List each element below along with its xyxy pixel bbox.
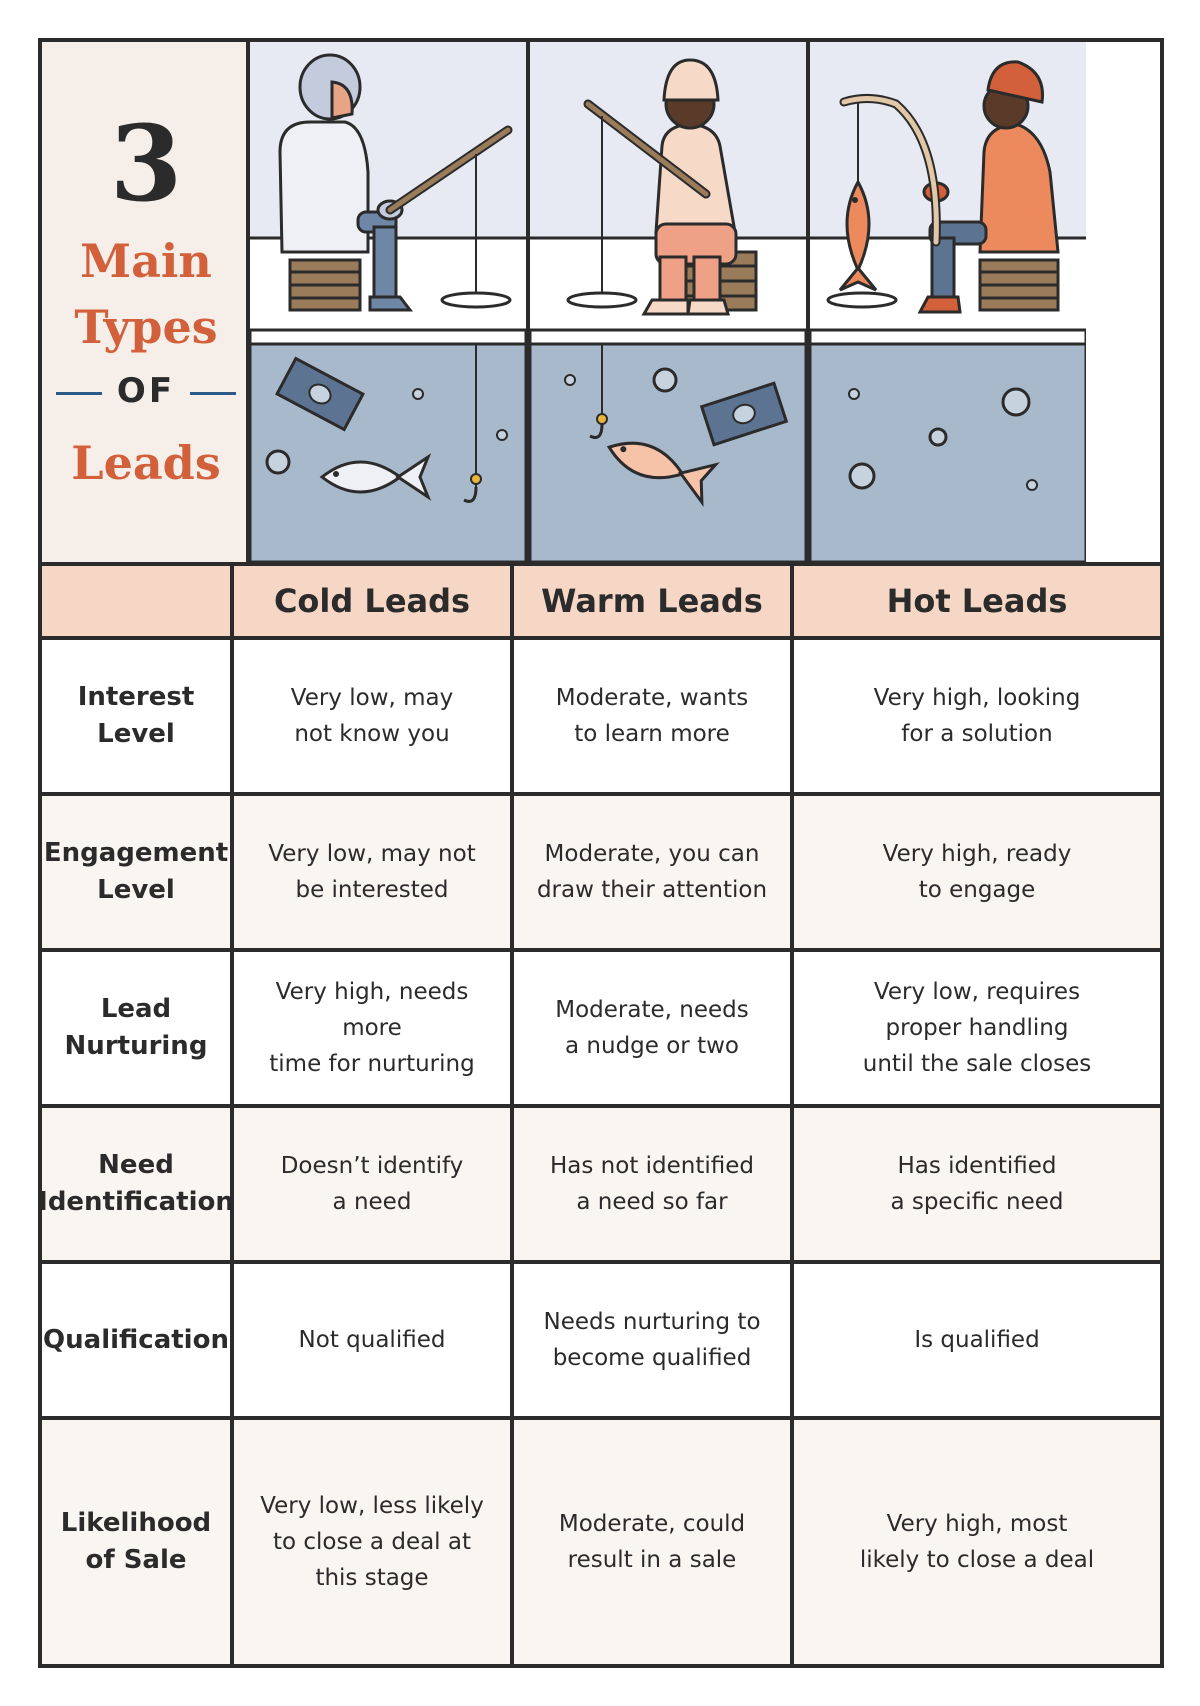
- title-number: 3: [109, 102, 183, 225]
- header-corner: [42, 566, 234, 636]
- cell-hot: Very low, requires proper handling until the sale closes: [862, 979, 1092, 1077]
- cell-cold: Doesn’t identify a need: [234, 1108, 514, 1260]
- bubble-icon: [565, 375, 575, 385]
- cell-warm: Needs nurturing to become qualified: [514, 1264, 794, 1416]
- illustration-hot: [810, 42, 1090, 562]
- cell-cold: Not qualified: [234, 1264, 514, 1416]
- row-label: Interest Level: [42, 640, 234, 792]
- bubble-icon: [849, 389, 859, 399]
- table-row: [42, 640, 1160, 796]
- table-row: [42, 1420, 1160, 1664]
- title-leads: Leads: [71, 436, 221, 490]
- table-row: [42, 1264, 1160, 1420]
- bubble-icon: [1003, 389, 1029, 415]
- cell-hot: Is qualified: [914, 1327, 1040, 1353]
- cell-warm: Moderate, wants to learn more: [514, 640, 794, 792]
- header-cold-leads: Cold Leads: [234, 566, 514, 636]
- illustration-warm: [530, 42, 810, 562]
- cell-hot: Very high, ready to engage: [882, 841, 1072, 903]
- cell-warm: Moderate, you can draw their attention: [514, 796, 794, 948]
- row-label: Lead Nurturing: [42, 952, 234, 1104]
- table-row: [38, 1108, 1160, 1264]
- table-row: [42, 952, 1160, 1108]
- bubble-icon: [497, 430, 507, 440]
- header-warm-leads: Warm Leads: [514, 566, 794, 636]
- leads-comparison-card: [38, 38, 1164, 1668]
- wooden-crate-icon: [980, 260, 1058, 310]
- title-of: OF: [116, 371, 176, 411]
- cell-warm: Moderate, needs a nudge or two: [514, 952, 794, 1104]
- title-rule-right: [190, 392, 236, 395]
- cell-cold: Very low, may not know you: [234, 640, 514, 792]
- bubble-icon: [930, 429, 946, 445]
- illustration-cold: [250, 42, 530, 562]
- row-label: Likelihood of Sale: [42, 1420, 234, 1664]
- cell-hot: Very high, looking for a solution: [873, 685, 1081, 747]
- row-label: Engagement Level: [42, 796, 234, 948]
- row-label: Need Identification: [42, 1108, 234, 1260]
- cell-warm: Has not identified a need so far: [514, 1108, 794, 1260]
- cell-cold: Very high, needs more time for nurturing: [234, 952, 514, 1104]
- cell-hot: Has identified a specific need: [890, 1153, 1064, 1215]
- title-panel: [42, 42, 250, 566]
- cell-warm: Moderate, could result in a sale: [514, 1420, 794, 1664]
- cell-cold: Very low, may not be interested: [234, 796, 514, 948]
- cell-cold: Very low, less likely to close a deal at this stage: [234, 1420, 514, 1664]
- wooden-crate-icon: [290, 260, 360, 310]
- bubble-icon: [267, 451, 289, 473]
- header-hot-leads: Hot Leads: [886, 582, 1068, 620]
- title-main: Main: [80, 234, 212, 288]
- row-label: Qualification: [42, 1264, 234, 1416]
- bubble-icon: [413, 389, 423, 399]
- bubble-icon: [850, 464, 874, 488]
- table-row: [42, 796, 1160, 952]
- column-header-row: [42, 562, 1160, 640]
- title-types: Types: [74, 300, 218, 354]
- cell-hot: Very high, most likely to close a deal: [859, 1511, 1095, 1573]
- bubble-icon: [1027, 480, 1037, 490]
- bubble-icon: [654, 369, 676, 391]
